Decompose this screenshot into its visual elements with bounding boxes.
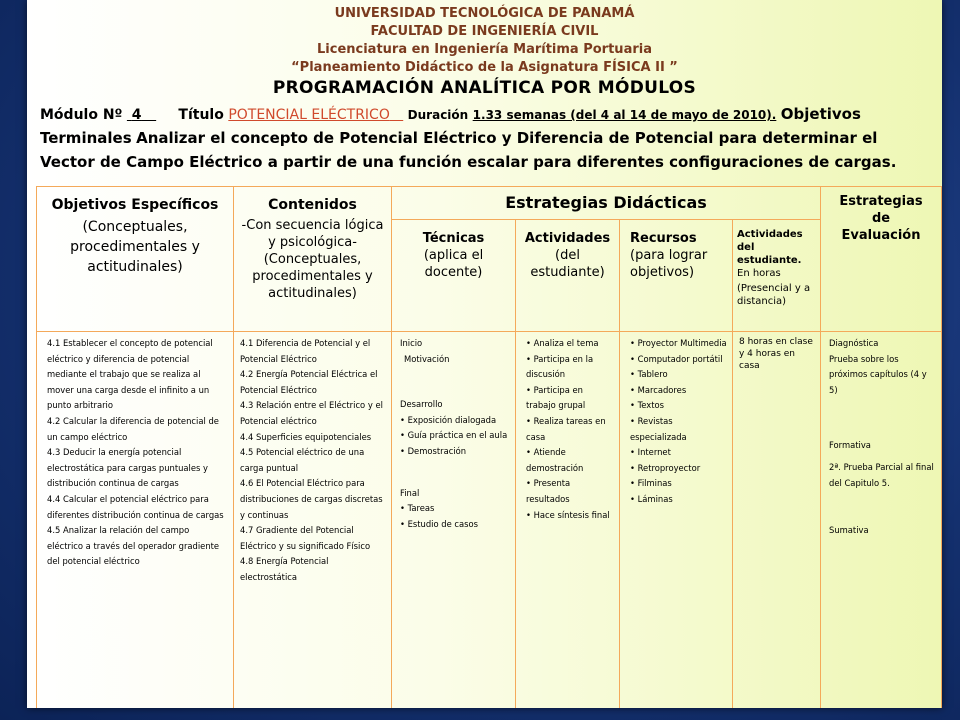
evaluation-cell	[821, 332, 942, 709]
resource-item: • Láminas	[630, 493, 673, 504]
technique-item: • Guía práctica en el aula	[400, 430, 508, 441]
technique-item: • Estudio de casos	[400, 518, 479, 529]
objective-item: 4.5 Analizar la relación del campo eléctrico a través del operador gradiente del potencial eléctrico	[47, 525, 220, 567]
university-name: UNIVERSIDAD TECNOLÓGICA DE PANAMÁ	[334, 6, 635, 21]
technique-item: • Demostración	[400, 445, 467, 456]
activity-item: • Analiza el tema	[526, 338, 599, 348]
technique-item: • Tareas	[400, 503, 435, 514]
activity-item: • Realiza tareas en casa	[526, 415, 606, 442]
title-value: POTENCIAL ELÉCTRICO	[228, 107, 390, 123]
objective-item: 4.3 Deducir la energía potencial electrostática para cargas puntuales y distribución continua de cargas	[47, 447, 209, 489]
activity-item: • Hace síntesis final	[526, 509, 610, 520]
resource-item: • Retroproyector	[630, 462, 701, 473]
activity-item: • Presenta resultados	[526, 478, 571, 504]
objectives-label: Objetivos Terminales	[40, 105, 861, 147]
title-label: Título	[178, 107, 224, 123]
activity-item: • Participa en la discusión	[526, 353, 594, 380]
technique-desarrollo: Desarrollo	[400, 399, 443, 410]
content-item: 4.6 El Potencial Eléctrico para distribuciones de cargas discretas y continuas	[240, 478, 383, 520]
resource-item: • Marcadores	[630, 384, 687, 395]
duration-value: 1.33 semanas (del 4 al 14 de mayo de 2010).	[472, 108, 777, 122]
module-number: 4	[131, 107, 142, 123]
page-title: PROGRAMACIÓN ANALÍTICA POR MÓDULOS	[272, 78, 697, 98]
duration-label: Duración	[407, 108, 469, 122]
col-contents-header: Contenidos -Con secuencia lógica y psicológica- (Conceptuales, procedimentales y actitudinales)	[234, 187, 392, 332]
techniques-cell	[392, 332, 516, 709]
activities-cell	[516, 332, 620, 709]
resource-item: • Tablero	[630, 369, 668, 380]
hours-text: 8 horas en clase y 4 horas en casa	[739, 337, 813, 371]
content-item: 4.3 Relación entre el Eléctrico y el Potencial eléctrico	[240, 400, 383, 426]
strategies-header: Estrategias Didácticas	[392, 187, 821, 220]
col-student-hours-header: Actividades del estudiante. En horas (Presencial y a distancia)	[733, 220, 821, 332]
eval-formative: Formativa	[829, 440, 871, 451]
col-techniques-header: Técnicas (aplica el docente)	[392, 220, 516, 332]
resource-item: • Revistas especializada	[630, 415, 687, 442]
course-name: “Planeamiento Didáctico de la Asignatura FÍSICA II ”	[291, 60, 678, 75]
objective-item: 4.4 Calcular el potencial eléctrico para diferentes distribución continua de cargas	[47, 493, 224, 520]
resource-item: • Textos	[630, 400, 665, 411]
content-item: 4.2 Energía Potencial Eléctrica el Potencial Eléctrico	[240, 369, 378, 395]
activity-item: • Atiende demostración	[526, 447, 584, 473]
objectives-cell	[37, 332, 234, 709]
technique-inicio: Inicio	[400, 338, 423, 348]
slide	[27, 0, 942, 708]
activity-item: • Participa en trabajo grupal	[526, 384, 586, 411]
col-resources-header: Recursos (para lograr objetivos)	[620, 220, 733, 332]
resource-item: • Computador portátil	[630, 353, 723, 364]
col-objectives-header: Objetivos Específicos (Conceptuales, procedimentales y actitudinales)	[37, 187, 234, 332]
technique-item: • Exposición dialogada	[400, 414, 497, 425]
program-name: Licenciatura en Ingeniería Marítima Portuaria	[317, 42, 652, 57]
hours-cell	[733, 332, 821, 709]
content-item: 4.7 Gradiente del Potencial Eléctrico y su significado Físico	[240, 525, 371, 551]
objectives-text: Analizar el concepto de Potencial Eléctrico y Diferencia de Potencial para determinar el Vector de Campo Eléctrico a partir de una función escalar para diferentes configuraciones de cargas.	[40, 129, 897, 171]
col-evaluation-header: Estrategias de Evaluación	[821, 187, 942, 332]
content-item: 4.8 Energía Potencial electrostática	[240, 556, 329, 582]
technique-motivacion: Motivación	[404, 353, 450, 364]
program-table	[36, 186, 942, 708]
faculty-name: FACULTAD DE INGENIERÍA CIVIL	[370, 24, 599, 39]
eval-diagnostic: Diagnóstica	[829, 338, 879, 348]
resource-item: • Internet	[630, 447, 671, 458]
resources-cell	[620, 332, 733, 709]
col-activities-header: Actividades (del estudiante)	[516, 220, 620, 332]
objective-item: 4.2 Calcular la diferencia de potencial de un campo eléctrico	[47, 415, 219, 442]
eval-formative-text: 2ª. Prueba Parcial al final del Capitulo 5.	[829, 461, 934, 488]
contents-cell	[234, 332, 392, 709]
content-item: 4.4 Superficies equipotenciales	[240, 431, 372, 442]
resource-item: • Proyector Multimedia	[630, 338, 727, 348]
objective-item: 4.1 Establecer el concepto de potencial eléctrico y diferencia de potencial mediante el trabajo que se realiza al mover una carga desde el infinito a un punto arbitrario	[47, 338, 213, 411]
content-item: 4.5 Potencial eléctrico de una carga puntual	[240, 447, 365, 473]
eval-diagnostic-text: Prueba sobre los próximos capítulos (4 y 5)	[829, 353, 927, 395]
content-item: 4.1 Diferencia de Potencial y el Potencial Eléctrico	[240, 338, 371, 364]
technique-final: Final	[400, 487, 420, 498]
module-info	[40, 103, 930, 175]
module-label: Módulo Nº	[40, 107, 123, 123]
eval-summative: Sumativa	[829, 525, 869, 536]
resource-item: • Filminas	[630, 478, 672, 489]
